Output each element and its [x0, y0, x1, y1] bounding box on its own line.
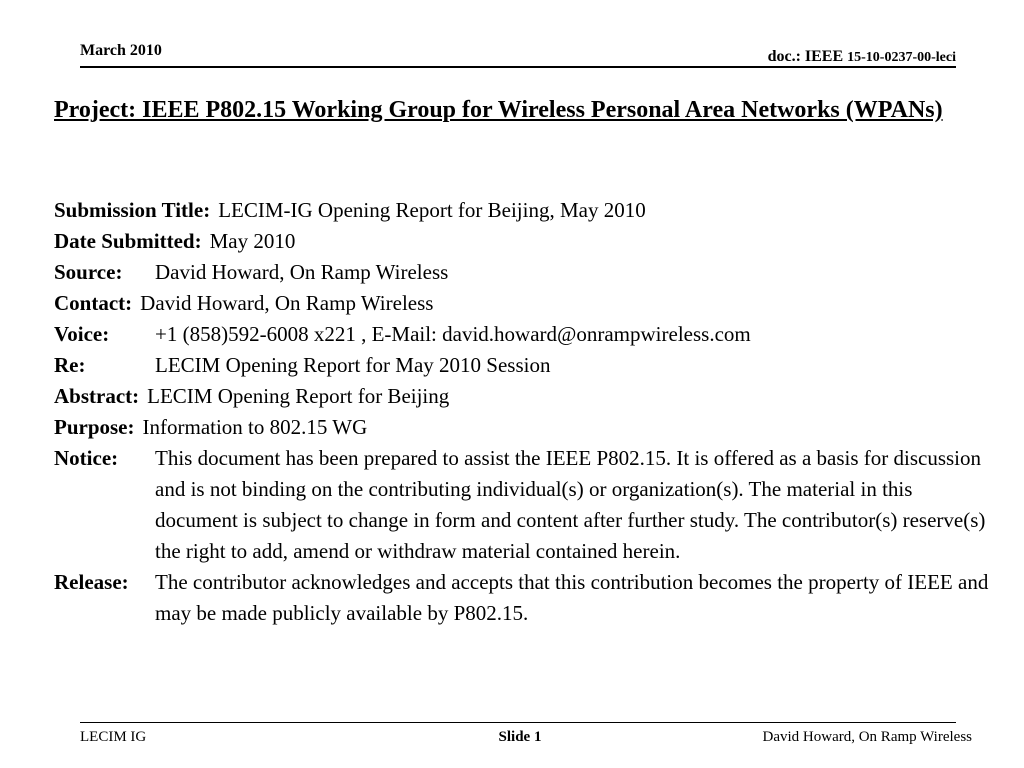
contact-label: Contact: [54, 291, 133, 315]
re-label: Re: [54, 353, 86, 377]
release-label: Release: [54, 570, 129, 594]
voice-value: +1 (858)592-6008 x221 , E-Mail: david.howard@onrampwireless.com [155, 322, 751, 346]
date-submitted-label: Date Submitted: [54, 229, 202, 253]
source-label: Source: [54, 260, 123, 284]
notice-label: Notice: [54, 446, 119, 470]
date-submitted-value: May 2010 [209, 229, 296, 253]
slide-number: Slide 1 [498, 729, 542, 745]
voice-row [54, 319, 994, 350]
abstract-value: LECIM Opening Report for Beijing [147, 384, 450, 408]
document-id-prefix: doc.: IEEE [767, 48, 844, 65]
abstract-label: Abstract: [54, 384, 140, 408]
notice-row [54, 443, 994, 567]
footer-author: David Howard, On Ramp Wireless [762, 729, 972, 745]
purpose-row [54, 412, 994, 443]
release-value: The contributor acknowledges and accepts that this contribution becomes the property of IEEE and may be made publicly available by P802.15. [155, 570, 989, 625]
document-number: 15-10-0237-00-leci [847, 50, 956, 65]
notice-value: This document has been prepared to assist the IEEE P802.15. It is offered as a basis for discussion and is not binding on the contributing individual(s) or organization(s). The material in this document is subject to change in form and content after further study. The contributor(s) reserve(s) the right to add, amend or withdraw material contained herein. [155, 446, 986, 563]
abstract-row [54, 381, 994, 412]
header-divider [80, 66, 956, 68]
purpose-label: Purpose: [54, 415, 135, 439]
date-submitted-row [54, 226, 994, 257]
document-id [768, 48, 956, 66]
voice-label: Voice: [54, 322, 110, 346]
purpose-value: Information to 802.15 WG [142, 415, 368, 439]
header-date: March 2010 [80, 42, 162, 59]
submission-details [54, 195, 994, 629]
project-title: Project: IEEE P802.15 Working Group for Wireless Personal Area Networks (WPANs) [54, 97, 943, 123]
submission-title-label: Submission Title: [54, 198, 211, 222]
footer-group-name: LECIM IG [80, 729, 147, 745]
contact-value: David Howard, On Ramp Wireless [140, 291, 434, 315]
re-value: LECIM Opening Report for May 2010 Session [155, 353, 551, 377]
submission-title-value: LECIM-IG Opening Report for Beijing, May 2010 [218, 198, 646, 222]
contact-row [54, 288, 994, 319]
source-value: David Howard, On Ramp Wireless [155, 260, 449, 284]
footer-divider [80, 722, 956, 723]
release-row [54, 567, 994, 629]
source-row [54, 257, 994, 288]
re-row [54, 350, 994, 381]
submission-title-row [54, 195, 994, 226]
